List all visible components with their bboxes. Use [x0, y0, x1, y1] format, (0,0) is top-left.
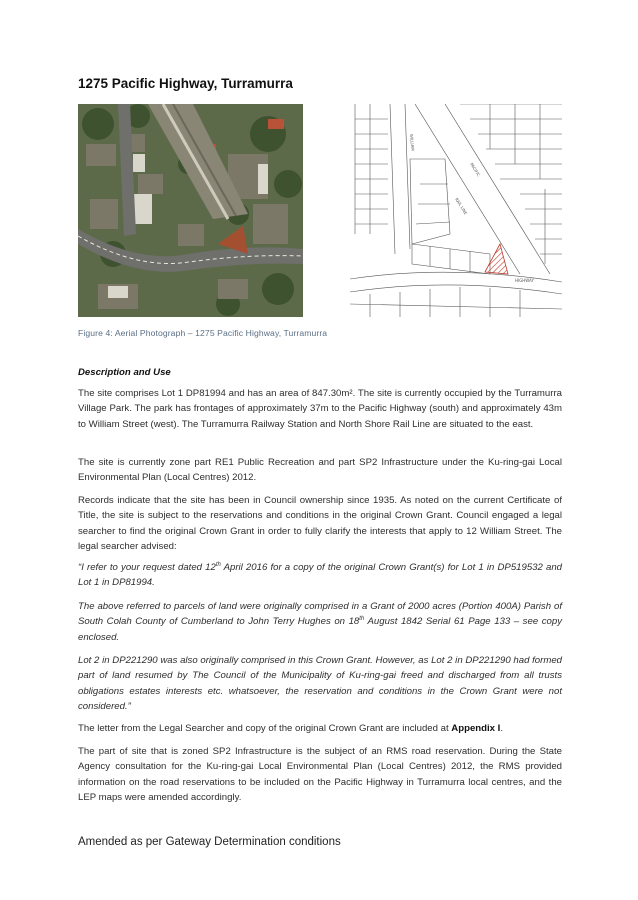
- paragraph-records: Records indicate that the site has been in Council ownership since 1935. As noted on the current Certificate of Title, the site is subject to the reservations and conditions in the original Crown Grant. Council engaged a legal searcher to find the original Crown Grant in order to fully clarify the interests that apply to 12 William Street. The legal searcher advised:: [78, 495, 562, 553]
- map-label-pacific: PACIFIC: [469, 161, 482, 178]
- appendix-reference: Appendix I: [451, 723, 501, 734]
- map-label-william: WILLIAM: [409, 133, 416, 151]
- map-label-highway: HIGHWAY: [515, 278, 534, 283]
- paragraph-appendix: The letter from the Legal Searcher and copy of the original Crown Grant are included at Appendix I.: [78, 723, 504, 734]
- cadastral-map: [350, 104, 562, 317]
- quote-lot-2: Lot 2 in DP221290 was also originally comprised in this Crown Grant. However, as Lot 2 in DP221290 had formed part of land resumed by The Council of the Municipality of Ku-ring-gai freed and discharged from all trusts obligations estates interests etc. whatsoever, the reservation and conditions in the Crown Grant were not considered.”: [78, 655, 562, 713]
- quote-grant: The above referred to parcels of land were originally comprised in a Grant of 2000 acres (Portion 400A) Parish of South Colah County of Cumberland to John Terry Hughes on 18th August 1842 Serial 61 Page 133 – see copy enclosed.: [78, 601, 562, 643]
- figure-caption: Figure 4: Aerial Photograph – 1275 Pacific Highway, Turramurra: [78, 328, 328, 338]
- page-title: 1275 Pacific Highway, Turramurra: [78, 76, 293, 91]
- aerial-photograph: [78, 104, 303, 317]
- footer-note: Amended as per Gateway Determination conditions: [78, 836, 341, 848]
- map-label-rail: RAIL LINE: [454, 196, 469, 216]
- paragraph-site-description: The site comprises Lot 1 DP81994 and has an area of 847.30m². The site is currently occupied by the Turramurra Village Park. The park has frontages of approximately 37m to the Pacific Highway (south) and approximately 43m to William Street (west). The Turramurra Railway Station and North Shore Rail Line are situated to the east.: [78, 388, 562, 430]
- section-heading: Description and Use: [78, 367, 171, 378]
- paragraph-rms-reservation: The part of site that is zoned SP2 Infrastructure is the subject of an RMS road reservation. During the State Agency consultation for the Ku-ring-gai Local Environmental Plan (Local Centres) 2012, the RMS provided information on the road reservations to be included on the Pacific Highway in Turramurra local centres, and the LEP maps were amended accordingly.: [78, 746, 562, 804]
- quote-request: “I refer to your request dated 12th April 2016 for a copy of the original Crown Grant(s) for Lot 1 in DP519532 and Lot 1 in DP81994.: [78, 561, 562, 589]
- paragraph-zoning: The site is currently zone part RE1 Public Recreation and part SP2 Infrastructure under the Ku-ring-gai Local Environmental Plan (Local Centres) 2012.: [78, 457, 562, 484]
